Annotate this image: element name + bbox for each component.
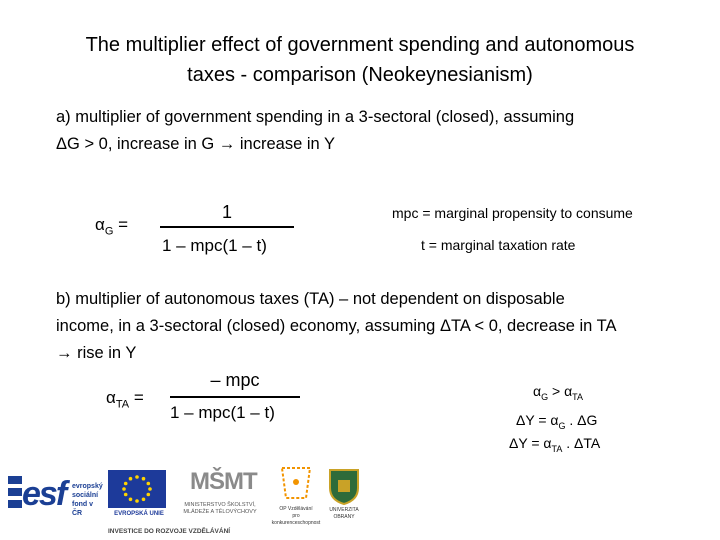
slide-title — [20, 30, 700, 90]
alpha-g-equals: = — [118, 215, 129, 234]
eq1-sub: G — [558, 420, 566, 431]
esf-caption-1: evropský — [72, 483, 103, 490]
section-a-text — [56, 104, 706, 158]
university-shield-icon — [324, 466, 364, 506]
comparison-subscript-g: G — [541, 391, 549, 402]
title-line-2: taxes - comparison (Neokeynesianism) — [187, 64, 533, 86]
alpha-g-numerator: 1 — [221, 202, 232, 222]
eu-logo — [108, 470, 170, 522]
alpha-ta-numerator: – mpc — [210, 370, 260, 390]
eq2-sub: TA — [551, 443, 563, 454]
alpha-g-fraction-line — [160, 226, 294, 228]
logo-strip — [0, 462, 368, 540]
university-caption-1: UNIVERZITA — [329, 507, 359, 513]
eq2-right: . ΔTA — [562, 435, 601, 451]
alpha-ta-subscript: TA — [115, 398, 130, 411]
section-a-line-1: a) multiplier of government spending in a 3-sectoral (closed), assuming — [56, 108, 575, 126]
op-caption-2: pro konkurenceschopnost — [271, 513, 321, 526]
msmt-caption-1: MINISTERSTVO ŠKOLSTVÍ, — [184, 502, 256, 508]
equation-delta-y-g — [516, 412, 597, 431]
alpha-g-subscript: G — [104, 225, 114, 238]
comparison-subscript-ta: TA — [572, 391, 584, 402]
section-b-line-2: income, in a 3-sectoral (closed) economy, assuming ΔTA < 0, decrease in TA — [56, 317, 617, 335]
esf-wordmark: esf — [22, 475, 66, 513]
definition-mpc: mpc = marginal propensity to consume — [392, 205, 633, 221]
section-b-line-3: → rise in Y — [56, 344, 137, 362]
alpha-ta-fraction-line — [170, 396, 300, 398]
alpha-ta-denominator: 1 – mpc(1 – t) — [170, 403, 275, 422]
alpha-ta-equals: = — [133, 388, 144, 407]
op-caption — [268, 506, 324, 527]
msmt-caption — [180, 502, 260, 516]
eq1-right: . ΔG — [565, 412, 598, 428]
alpha-ta-label — [106, 388, 144, 410]
esf-caption — [72, 482, 104, 518]
msmt-wordmark: MŠMT — [190, 468, 257, 495]
alpha-g-label — [95, 215, 128, 237]
alpha-ta-symbol: α — [106, 388, 116, 407]
esf-caption-3: fond v ČR — [72, 501, 93, 517]
title-line-1: The multiplier effect of government spending and autonomous — [85, 34, 635, 56]
equation-delta-y-ta — [509, 435, 600, 454]
eq1-left: ΔY = α — [516, 412, 559, 428]
section-b-line-1: b) multiplier of autonomous taxes (TA) – not dependent on disposable — [56, 290, 565, 308]
university-logo — [324, 466, 364, 524]
eq2-left: ΔY = α — [509, 435, 552, 451]
msmt-caption-2: MLÁDEŽE A TĚLOVÝCHOVY — [183, 509, 257, 515]
alpha-g-symbol: α — [95, 215, 105, 234]
university-caption-2: OBRANY — [333, 514, 355, 520]
comparison-alpha-g: α — [533, 383, 542, 399]
university-caption — [324, 507, 364, 521]
definition-t: t = marginal taxation rate — [421, 237, 576, 253]
eu-caption: EVROPSKÁ UNIE — [114, 511, 164, 517]
comparison-alpha-ta: α — [564, 383, 573, 399]
investice-caption: INVESTICE DO ROZVOJE VZDĚLÁVÁNÍ — [108, 528, 231, 535]
op-logo — [268, 464, 324, 524]
section-b-text — [56, 286, 716, 367]
op-caption-1: OP Vzdělávání — [279, 506, 313, 512]
msmt-logo — [180, 464, 260, 524]
esf-caption-2: sociální — [72, 492, 99, 499]
eu-flag-icon — [108, 470, 166, 508]
esf-logo — [8, 474, 104, 524]
comparison-operator: > — [552, 383, 561, 399]
multiplier-comparison — [533, 383, 583, 402]
alpha-g-denominator: 1 – mpc(1 – t) — [162, 236, 267, 255]
section-a-line-2: ΔG > 0, increase in G → increase in Y — [56, 135, 335, 153]
op-emblem-icon — [268, 464, 324, 504]
